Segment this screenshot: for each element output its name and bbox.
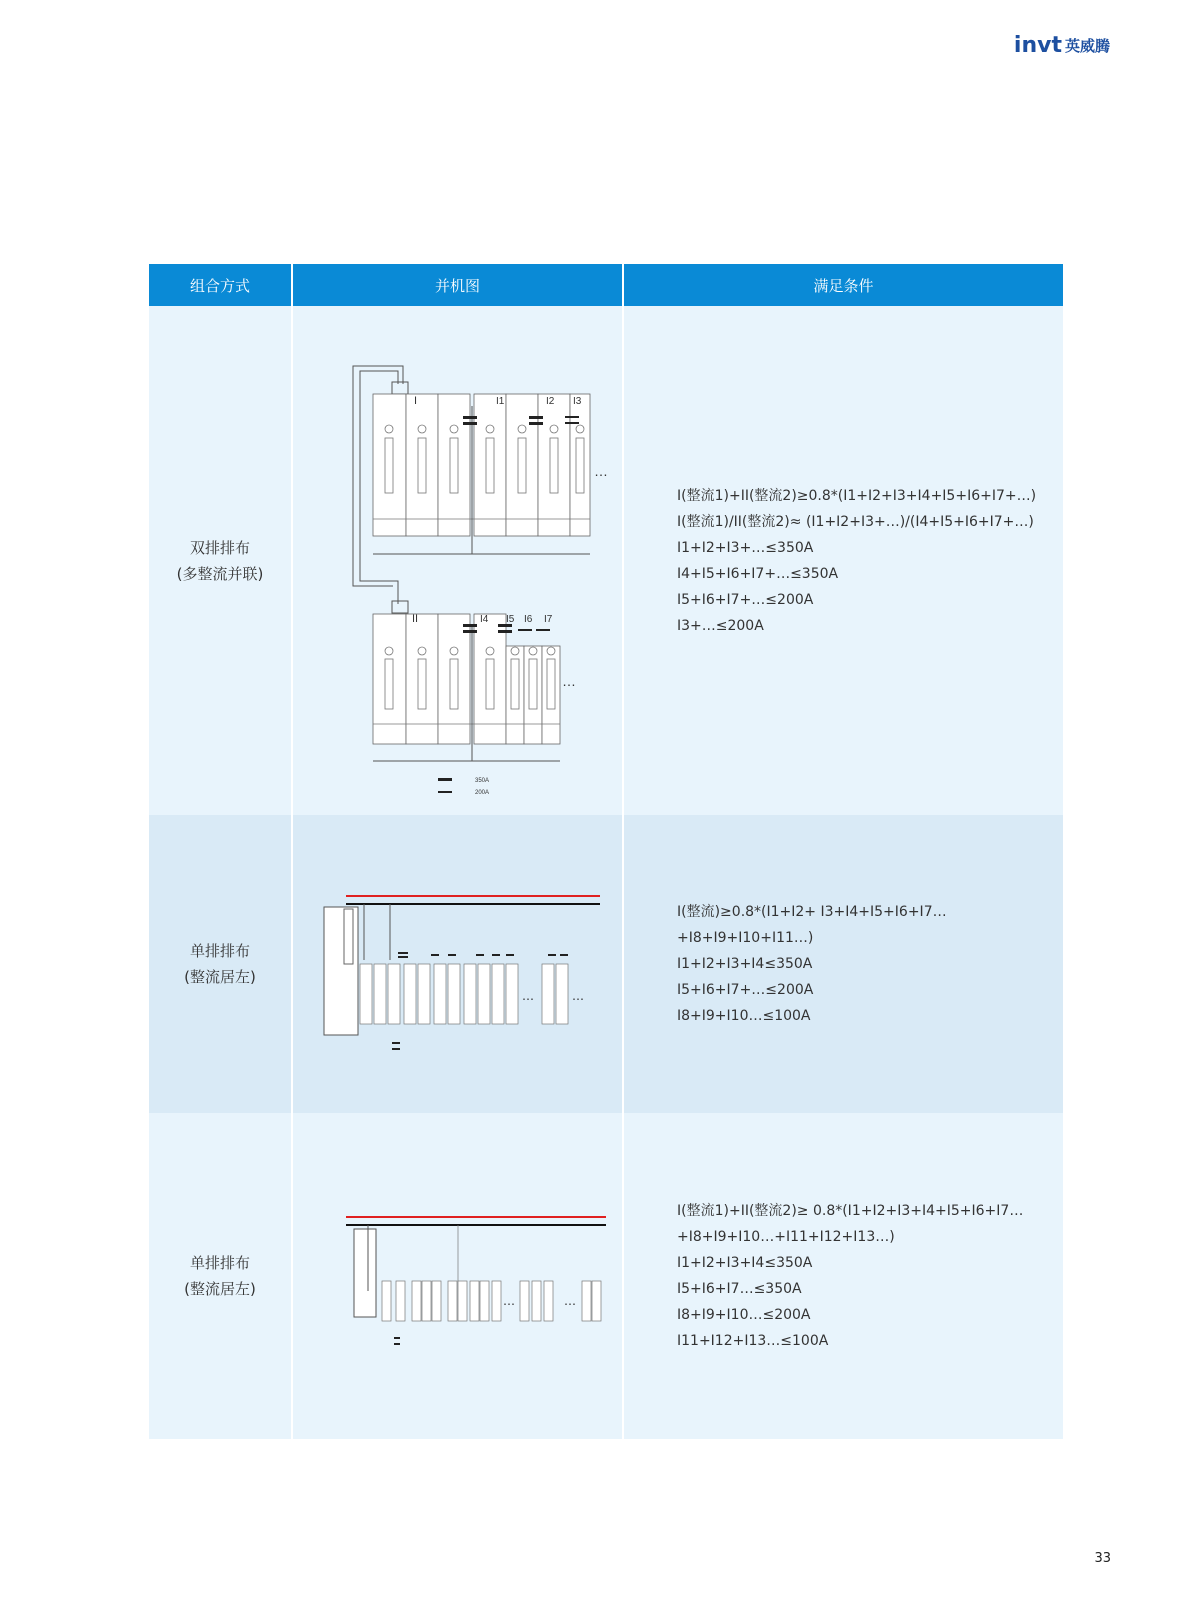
header-mode: 组合方式: [149, 264, 292, 306]
label-I3: I3: [572, 395, 581, 407]
condition-line: +I8+I9+I10+I11…): [677, 930, 814, 946]
label-I2: I2: [545, 395, 554, 407]
ellipsis-2: …: [571, 989, 584, 1003]
header-conditions: 满足条件: [623, 264, 1063, 306]
legend-350: 350A: [474, 777, 489, 784]
condition-line: I8+I9+I10…≤200A: [677, 1307, 811, 1323]
conditions-cell: [623, 815, 1063, 1113]
condition-line: I3+…≤200A: [677, 617, 764, 634]
label-I7: I7: [543, 613, 552, 625]
diagram-cell: [292, 815, 623, 1113]
ellipsis-top: …: [593, 462, 608, 479]
single-row-diagram-2: [308, 1201, 608, 1351]
condition-line: I1+I2+I3+I4≤350A: [677, 1255, 813, 1271]
table-header-row: [149, 264, 1063, 306]
condition-line: I(整流)≥0.8*(I1+I2+ I3+I4+I5+I6+I7…: [677, 904, 947, 920]
mode-cell: [149, 1113, 292, 1439]
condition-line: I8+I9+I10…≤100A: [677, 1008, 811, 1024]
page-number: 33: [1094, 1551, 1111, 1566]
condition-line: I5+I6+I7…≤350A: [677, 1281, 802, 1297]
single-row-diagram-1: [308, 874, 608, 1054]
top-row-cabinets: [373, 394, 590, 536]
label-I4: I4: [479, 613, 488, 625]
table-row: [149, 815, 1063, 1113]
combination-table: [149, 264, 1063, 1439]
diagram-cell: [292, 306, 623, 815]
bottom-row-cabinets: [373, 614, 560, 744]
mode-line2: (整流居左): [184, 1280, 256, 1298]
label-I: I: [413, 394, 417, 407]
mode-line1: 双排排布: [189, 538, 250, 557]
ellipsis-1: …: [521, 989, 534, 1003]
conditions-cell: [623, 1113, 1063, 1439]
dual-row-diagram: [308, 326, 608, 796]
diagram-cell: [292, 1113, 623, 1439]
brand-logo: [1014, 33, 1110, 58]
mode-line1: 单排排布: [189, 942, 250, 960]
ellipsis-bottom: …: [561, 672, 576, 689]
label-I5: I5: [505, 613, 514, 625]
condition-line: I11+I12+I13…≤100A: [677, 1333, 829, 1349]
brand-logo-cn: 英威腾: [1064, 37, 1110, 55]
condition-line: I5+I6+I7+…≤200A: [677, 591, 814, 608]
mode-cell: [149, 815, 292, 1113]
condition-line: +I8+I9+I10…+I11+I12+I13…): [677, 1229, 895, 1245]
condition-line: I4+I5+I6+I7+…≤350A: [677, 565, 839, 582]
label-I6: I6: [523, 613, 532, 625]
mode-line1: 单排排布: [189, 1254, 250, 1272]
condition-line: I(整流1)+II(整流2)≥ 0.8*(I1+I2+I3+I4+I5+I6+I7…: [677, 1203, 1024, 1219]
header-diagram: 并机图: [292, 264, 623, 306]
condition-line: I(整流1)/II(整流2)≈ (I1+I2+I3+…)/(I4+I5+I6+I7+…): [677, 513, 1034, 530]
mode-line2: (整流居左): [184, 968, 256, 986]
label-II: II: [411, 612, 418, 625]
table-row: [149, 1113, 1063, 1439]
legend-200: 200A: [474, 789, 489, 796]
condition-line: I1+I2+I3+…≤350A: [677, 539, 814, 556]
brand-logo-text: invt: [1013, 33, 1062, 58]
mode-cell: [149, 306, 292, 815]
mode-line2: (多整流并联): [176, 564, 264, 583]
condition-line: I(整流1)+II(整流2)≥0.8*(I1+I2+I3+I4+I5+I6+I7+…): [677, 487, 1037, 504]
conditions-cell: [623, 306, 1063, 815]
ellipsis-2: …: [563, 1294, 576, 1308]
label-I1: I1: [495, 395, 504, 407]
condition-line: I1+I2+I3+I4≤350A: [677, 956, 813, 972]
condition-line: I5+I6+I7+…≤200A: [677, 982, 814, 998]
ellipsis-1: …: [502, 1294, 515, 1308]
table-row: [149, 306, 1063, 815]
